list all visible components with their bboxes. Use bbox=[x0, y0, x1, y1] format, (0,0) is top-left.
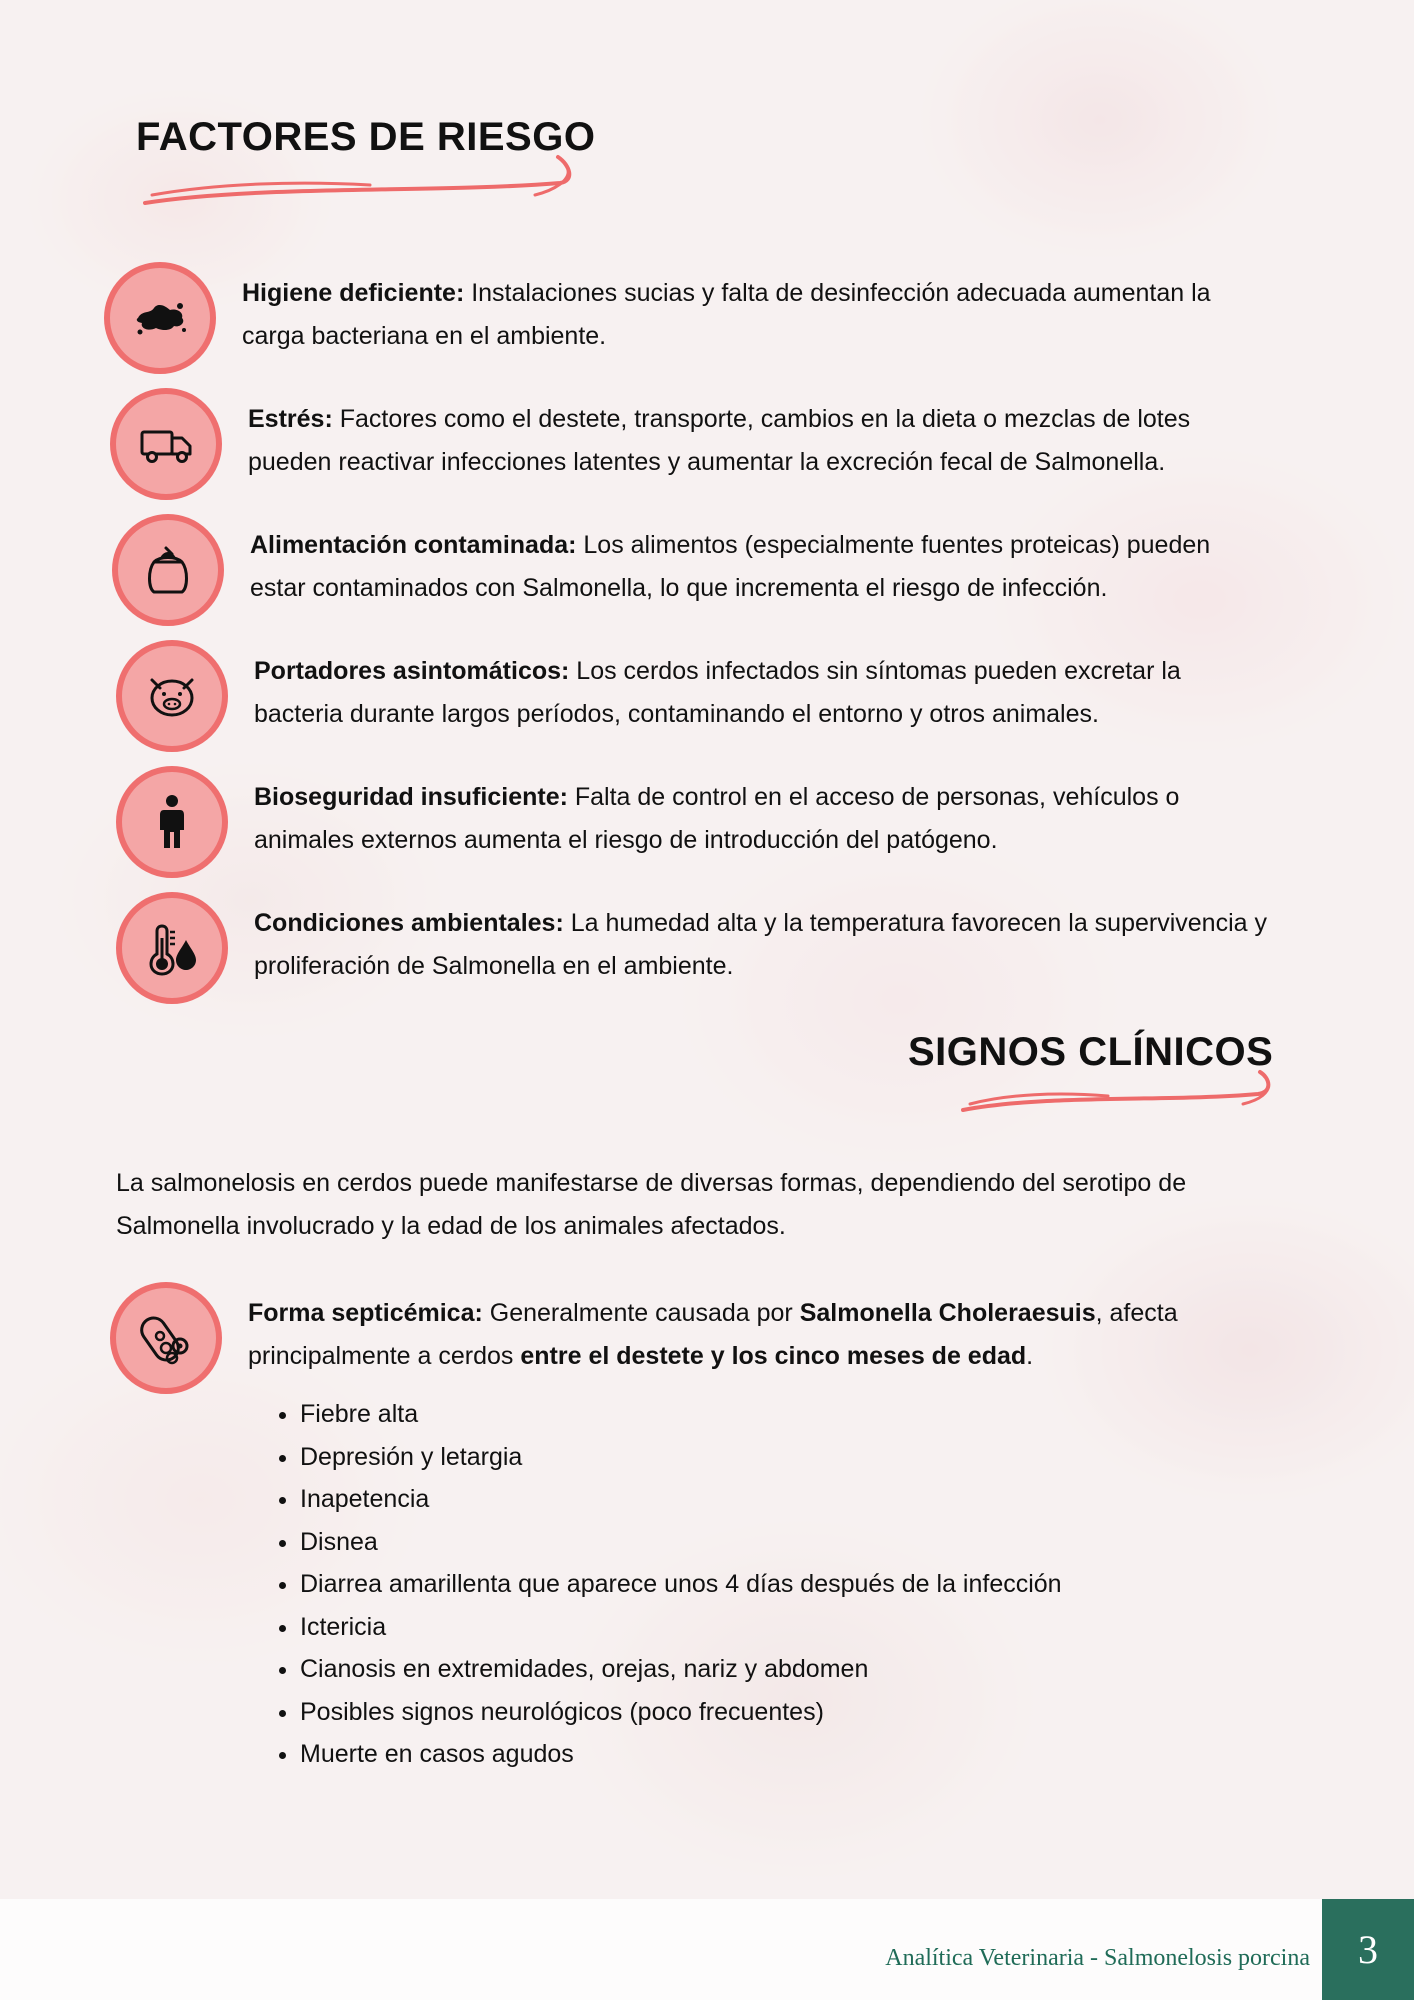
clinical-intro: La salmonelosis en cerdos puede manifestarse de diversas formas, dependiendo del serotipo de Salmonella involucrado y la edad de los animales afectados. bbox=[116, 1169, 1187, 1240]
septic-text: . bbox=[1026, 1342, 1034, 1370]
truck-icon bbox=[110, 388, 222, 500]
clinical-signs-title: SIGNOS CLÍNICOS bbox=[908, 1030, 1274, 1074]
list-item: • Diarrea amarillenta que aparece unos 4 días después de la infección bbox=[300, 1563, 1062, 1606]
list-item: • Depresión y letargia bbox=[300, 1436, 1062, 1479]
person-icon bbox=[116, 766, 228, 878]
septic-label: Forma septicémica: bbox=[248, 1299, 483, 1327]
bacteria-icon bbox=[110, 1282, 222, 1394]
page-footer bbox=[0, 1899, 1414, 2000]
list-item: • Cianosis en extremidades, orejas, nariz y abdomen bbox=[300, 1648, 1062, 1691]
list-item: • Disnea bbox=[300, 1521, 1062, 1564]
risk-text: Instalaciones sucias y falta de desinfección adecuada aumentan la carga bacteriana en el ambiente. bbox=[242, 279, 1211, 350]
pig-face-icon bbox=[116, 640, 228, 752]
title-underline-swoosh bbox=[958, 1062, 1278, 1120]
risk-item-environment bbox=[116, 892, 1276, 1004]
septic-text: Generalmente causada por bbox=[482, 1299, 800, 1327]
risk-item-biosecurity bbox=[116, 766, 1276, 878]
risk-factors-title: FACTORES DE RIESGO bbox=[136, 115, 596, 159]
risk-text: La humedad alta y la temperatura favorecen la supervivencia y proliferación de Salmonella en el ambiente. bbox=[254, 909, 1267, 980]
risk-text: Falta de control en el acceso de personas, vehículos o animales externos aumenta el riesgo de introducción del patógeno. bbox=[254, 783, 1180, 854]
septic-serotype: Salmonella Choleraesuis bbox=[799, 1299, 1096, 1327]
list-item: • Inapetencia bbox=[300, 1478, 1062, 1521]
septic-form-text bbox=[248, 1292, 1270, 1378]
feed-sack-icon bbox=[112, 514, 224, 626]
thermometer-drop-icon bbox=[116, 892, 228, 1004]
risk-item-hygiene bbox=[104, 262, 1264, 374]
risk-label: Portadores asintomáticos: bbox=[254, 657, 570, 685]
septic-age-range: entre el destete y los cinco meses de edad bbox=[520, 1342, 1027, 1370]
risk-text: Los cerdos infectados sin síntomas pueden excretar la bacteria durante largos períodos, contaminando el entorno y otros animales. bbox=[254, 657, 1181, 728]
risk-text: Factores como el destete, transporte, cambios en la dieta o mezclas de lotes pueden reactivar infecciones latentes y aumentar la excreción fecal de Salmonella. bbox=[248, 405, 1191, 476]
risk-label: Condiciones ambientales: bbox=[254, 909, 564, 937]
list-item: • Posibles signos neurológicos (poco frecuentes) bbox=[300, 1691, 1062, 1734]
risk-item-carriers bbox=[116, 640, 1276, 752]
list-item: • Fiebre alta bbox=[300, 1393, 1062, 1436]
risk-label: Alimentación contaminada: bbox=[250, 531, 577, 559]
symptoms-list bbox=[250, 1393, 1062, 1776]
risk-text: Los alimentos (especialmente fuentes proteicas) pueden estar contaminados con Salmonella, lo que incrementa el riesgo de infección. bbox=[250, 531, 1211, 602]
list-item: • Muerte en casos agudos bbox=[300, 1733, 1062, 1776]
septic-form-item bbox=[110, 1282, 1270, 1394]
risk-label: Bioseguridad insuficiente: bbox=[254, 783, 568, 811]
risk-label: Higiene deficiente: bbox=[242, 279, 465, 307]
dirt-splash-icon bbox=[104, 262, 216, 374]
title-underline-swoosh bbox=[140, 145, 580, 210]
risk-item-stress bbox=[110, 388, 1270, 500]
septic-text: , afecta principalmente a cerdos bbox=[248, 1299, 1178, 1370]
list-item: • Ictericia bbox=[300, 1606, 1062, 1649]
risk-item-feed bbox=[112, 514, 1272, 626]
footer-title: Analítica Veterinaria - Salmonelosis porcina bbox=[885, 1945, 1310, 1971]
risk-label: Estrés: bbox=[248, 405, 333, 433]
page-number: 3 bbox=[1322, 1899, 1414, 2000]
